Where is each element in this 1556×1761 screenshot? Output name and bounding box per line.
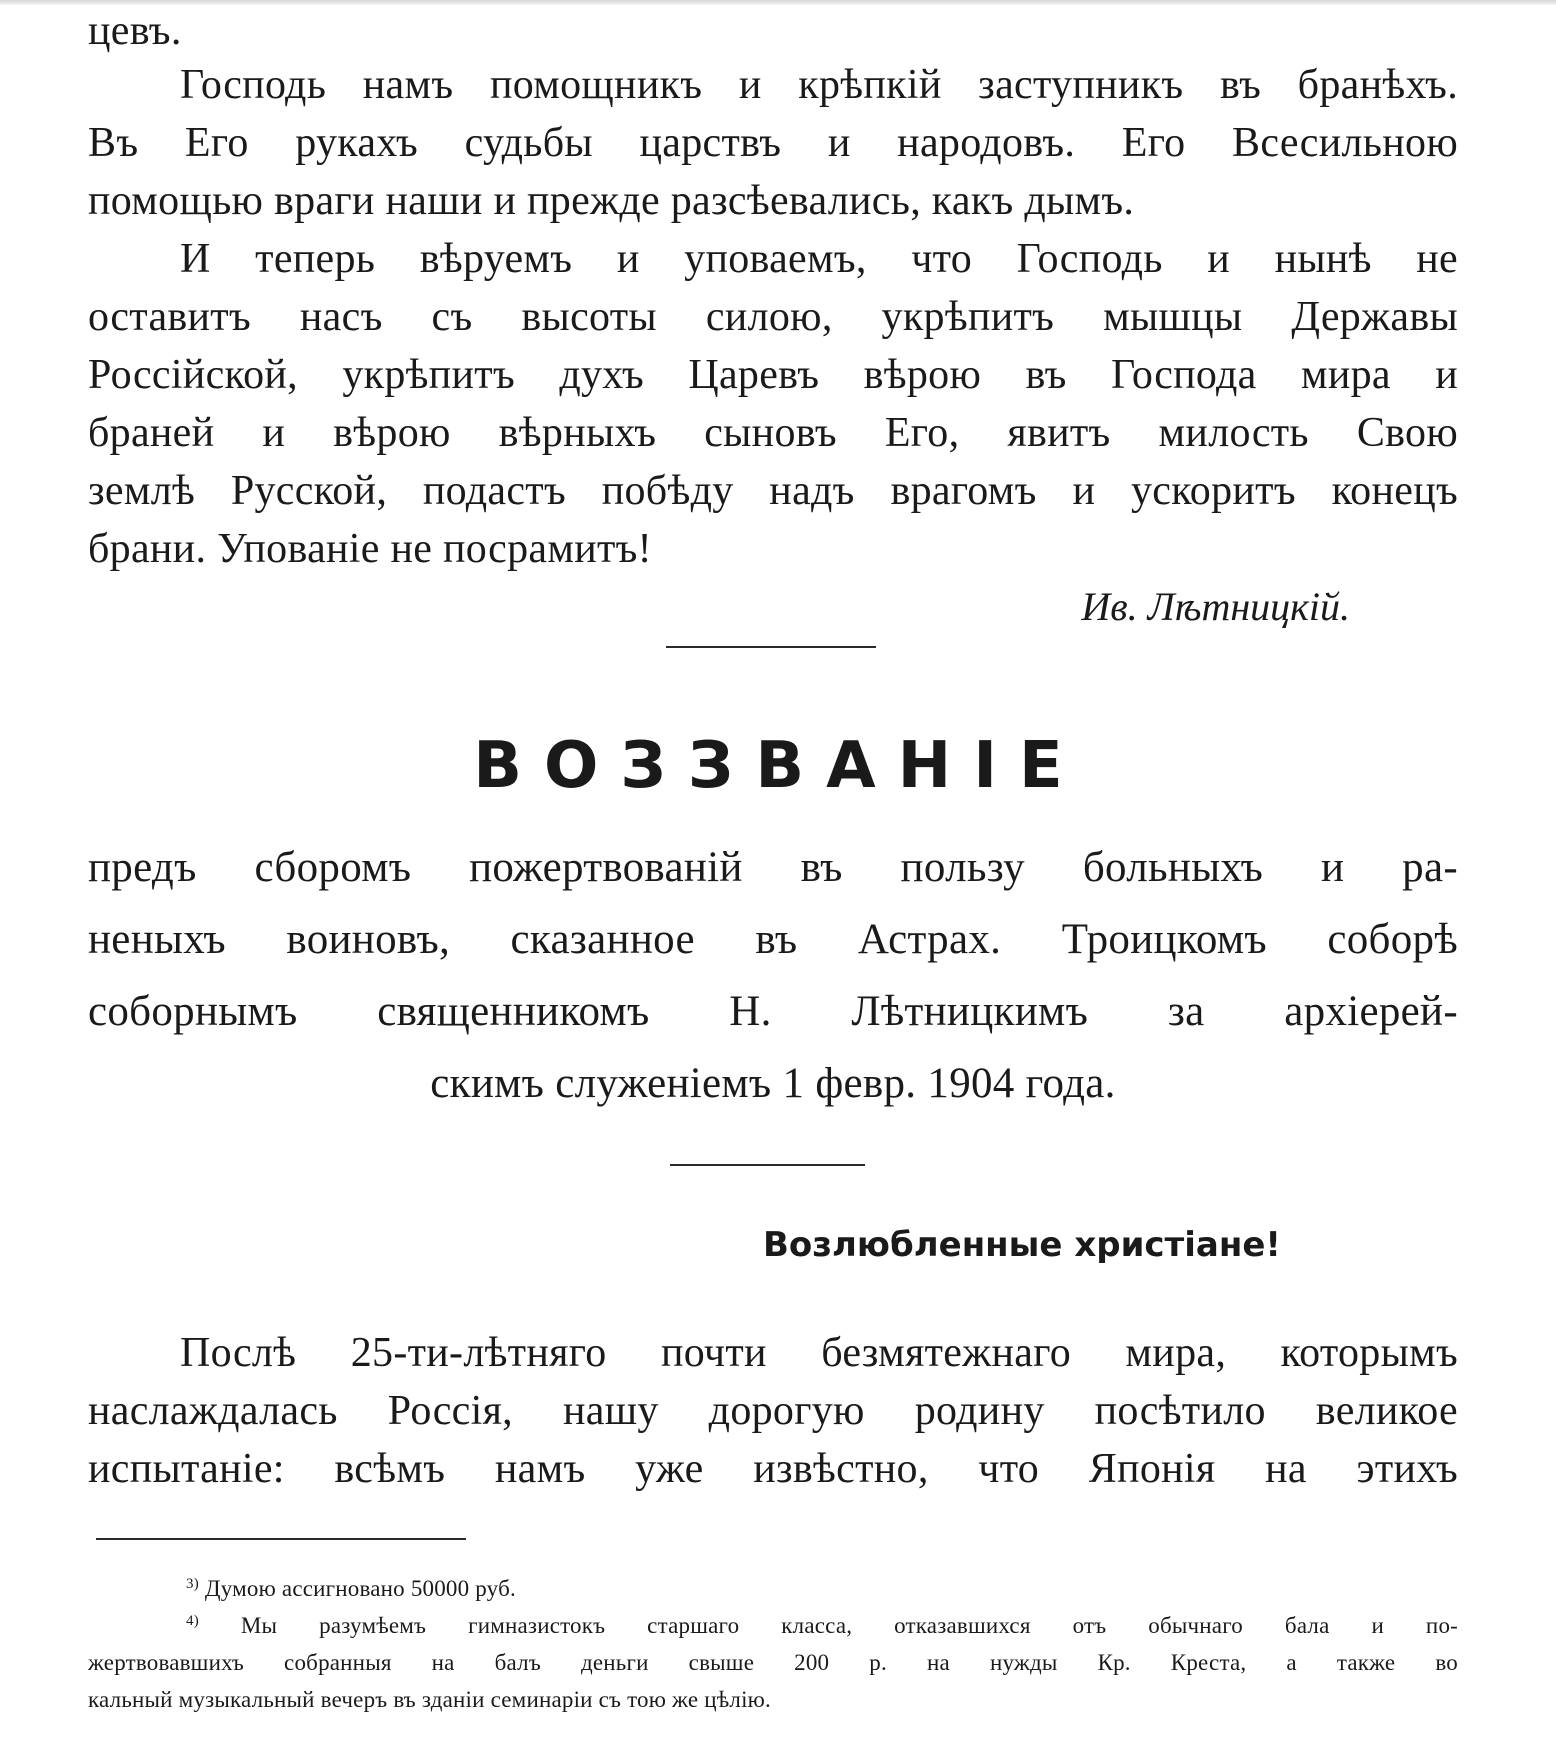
prev-paragraph-1: [88, 56, 1458, 230]
footnote-text: кальный музыкальный вечеръ въ зданіи семинаріи съ тою же цѣлію.: [88, 1687, 771, 1712]
footnote-marker: 3): [186, 1576, 199, 1592]
text-line: землѣ Русской, подастъ побѣду надъ врагомъ и ускоритъ конецъ: [88, 468, 1458, 514]
subtitle-line: предъ сборомъ пожертвованій въ пользу больныхъ и ра-: [88, 844, 1458, 891]
text-line: браней и вѣрою вѣрныхъ сыновъ Его, явитъ милость Свою: [88, 410, 1458, 456]
text-line: Господь намъ помощникъ и крѣпкій заступникъ въ бранѣхъ.: [180, 62, 1458, 108]
document-page: [88, 0, 1458, 1718]
subtitle-line: неныхъ воиновъ, сказанное въ Астрах. Троицкомъ соборѣ: [88, 916, 1458, 963]
footnote-4: [88, 1607, 1458, 1718]
signature: Ив. Лѣтницкій.: [1081, 584, 1350, 629]
footnote-text: Мы разумѣемъ гимназистокъ старшаго класса, отказавшихся отъ обычнаго бала и по-: [240, 1613, 1459, 1638]
carry-over-line: цевъ.: [88, 8, 182, 54]
appeal-paragraph: [88, 1324, 1458, 1498]
subtitle-line: скимъ служеніемъ 1 февр. 1904 года.: [430, 1060, 1116, 1107]
footnotes: [88, 1570, 1458, 1718]
text-line: Въ Его рукахъ судьбы царствъ и народовъ. Его Всесильною: [88, 120, 1458, 166]
prev-paragraph-2: [88, 230, 1458, 578]
text-line: наслаждалась Россія, нашу дорогую родину посѣтило великое: [88, 1388, 1458, 1434]
appeal-subtitle: [88, 832, 1458, 1120]
text-line: Россійской, укрѣпитъ духъ Царевъ вѣрою въ Господа мира и: [88, 352, 1458, 398]
text-line: испытаніе: всѣмъ намъ уже извѣстно, что Японія на этихъ: [88, 1446, 1458, 1492]
text-line: Послѣ 25-ти-лѣтняго почти безмятежнаго мира, которымъ: [180, 1330, 1458, 1376]
text-line: И теперь вѣруемъ и уповаемъ, что Господь и нынѣ не: [180, 236, 1458, 282]
footnote-text: Думою ассигновано 50000 руб.: [204, 1576, 516, 1601]
footnote-text: жертвовавшихъ собранныя на балъ деньги свыше 200 р. на нужды Кр. Креста, а также во: [88, 1650, 1458, 1675]
footnote-marker: 4): [186, 1613, 199, 1629]
appeal-title: ВОЗЗВАНІЕ: [473, 729, 1085, 803]
text-line: оставитъ насъ съ высоты силою, укрѣпитъ мышцы Державы: [88, 294, 1458, 340]
salutation: Возлюбленные христіане!: [763, 1225, 1281, 1265]
footnote-3: [88, 1570, 1458, 1607]
text-line: брани. Упованіе не посрамитъ!: [88, 526, 652, 572]
text-line: помощью враги наши и прежде разсѣевались, какъ дымъ.: [88, 178, 1135, 224]
subtitle-line: соборнымъ священникомъ Н. Лѣтницкимъ за архіерей-: [88, 988, 1458, 1035]
